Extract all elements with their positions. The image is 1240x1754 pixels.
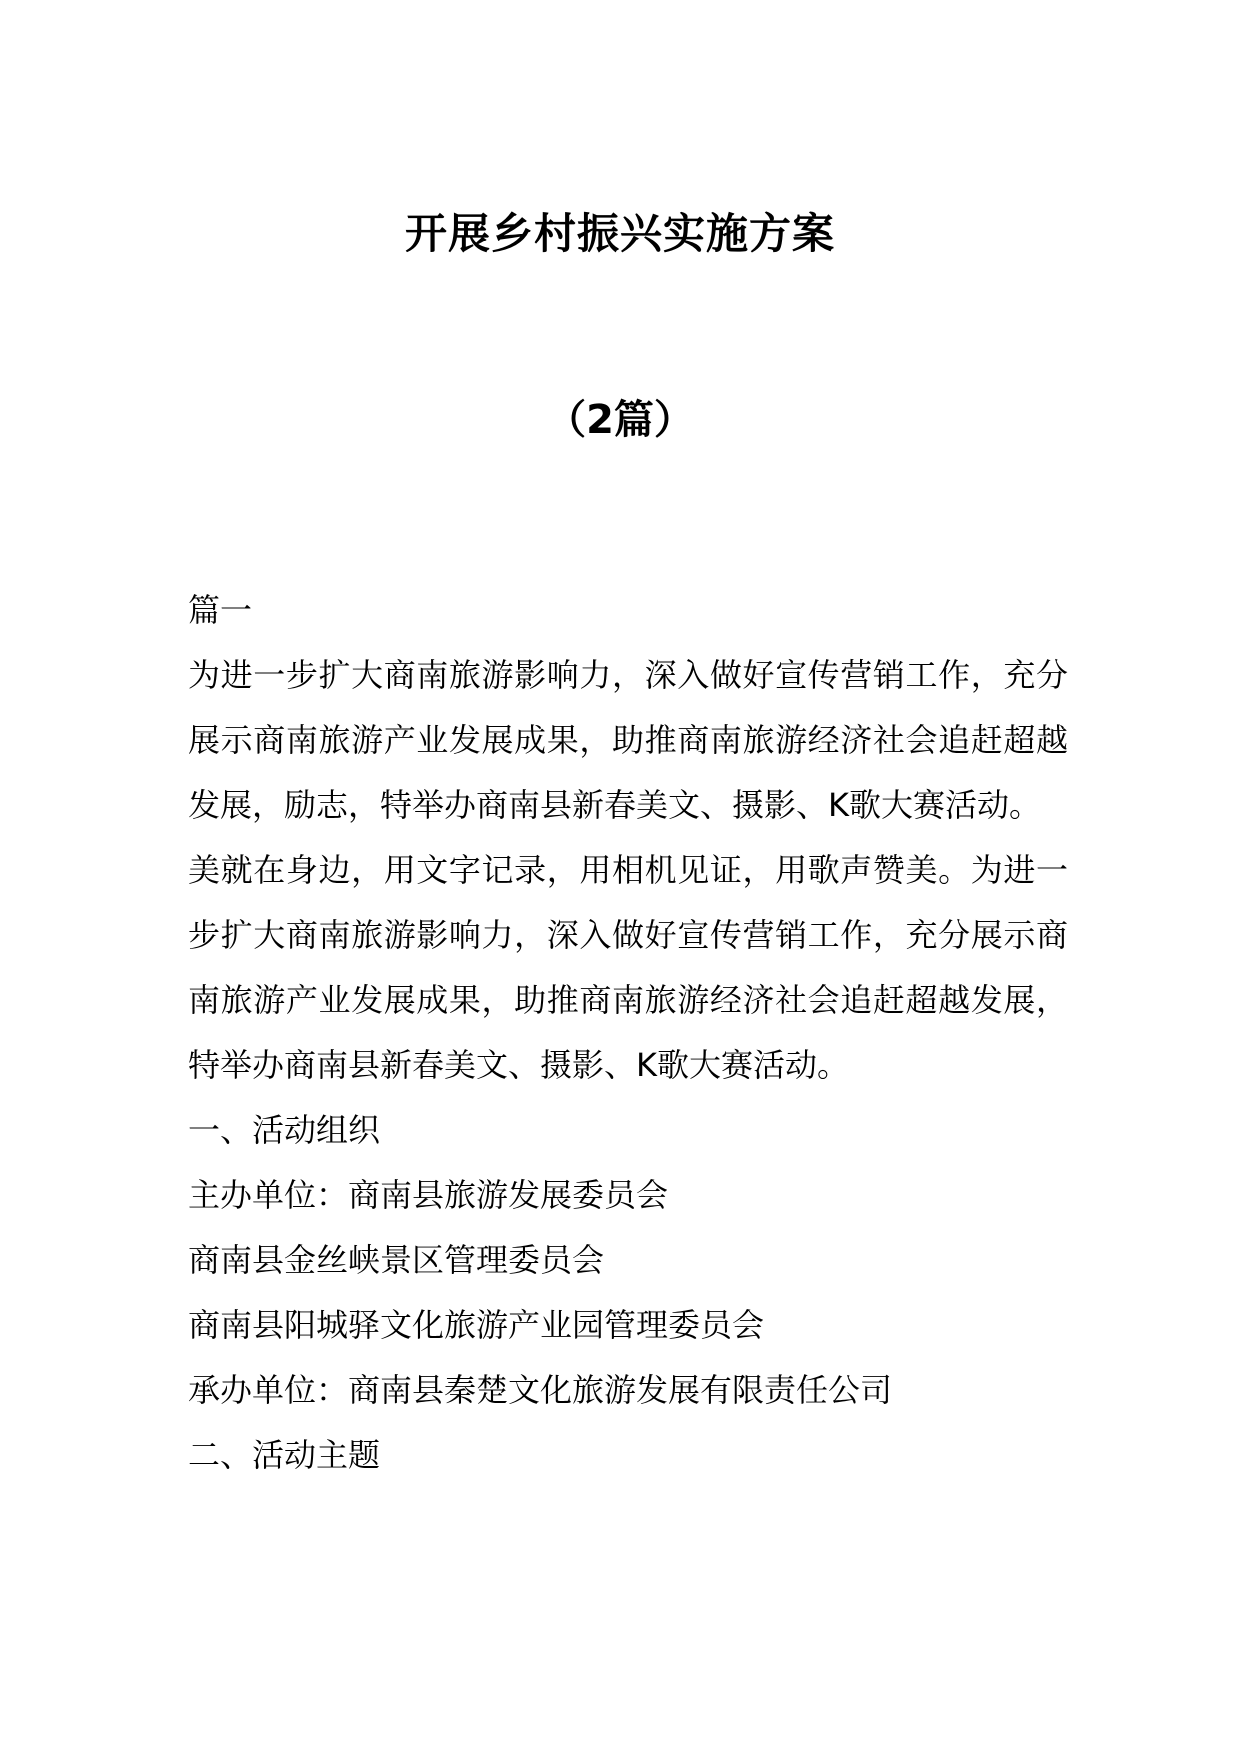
section-label: 篇一 bbox=[188, 591, 253, 629]
document-body bbox=[188, 578, 1068, 1488]
paragraph: 为进一步扩大商南旅游影响力，深入做好宣传营销工作，充分展示商南旅游产业发展成果，助推商南旅游经济社会追赶超越发展，励志，特举办商南县新春美文、摄影、K歌大赛活动。 bbox=[188, 656, 1068, 824]
section-heading: 一、活动组织 bbox=[188, 1111, 381, 1149]
paragraph: 承办单位：商南县秦楚文化旅游发展有限责任公司 bbox=[188, 1371, 893, 1409]
paragraph: 商南县阳城驿文化旅游产业园管理委员会 bbox=[188, 1306, 765, 1344]
paragraph: 商南县金丝峡景区管理委员会 bbox=[188, 1241, 605, 1279]
document-title: 开展乡村振兴实施方案 bbox=[404, 209, 835, 258]
paragraph: 主办单位：商南县旅游发展委员会 bbox=[188, 1176, 669, 1214]
document-subtitle: （2篇） bbox=[546, 397, 694, 443]
paragraph: 美就在身边，用文字记录，用相机见证，用歌声赞美。为进一步扩大商南旅游影响力，深入做好宣传营销工作，充分展示商南旅游产业发展成果，助推商南旅游经济社会追赶超越发展，特举办商南县新春美文、摄影、K歌大赛活动。 bbox=[188, 851, 1068, 1084]
section-heading: 二、活动主题 bbox=[188, 1436, 381, 1474]
